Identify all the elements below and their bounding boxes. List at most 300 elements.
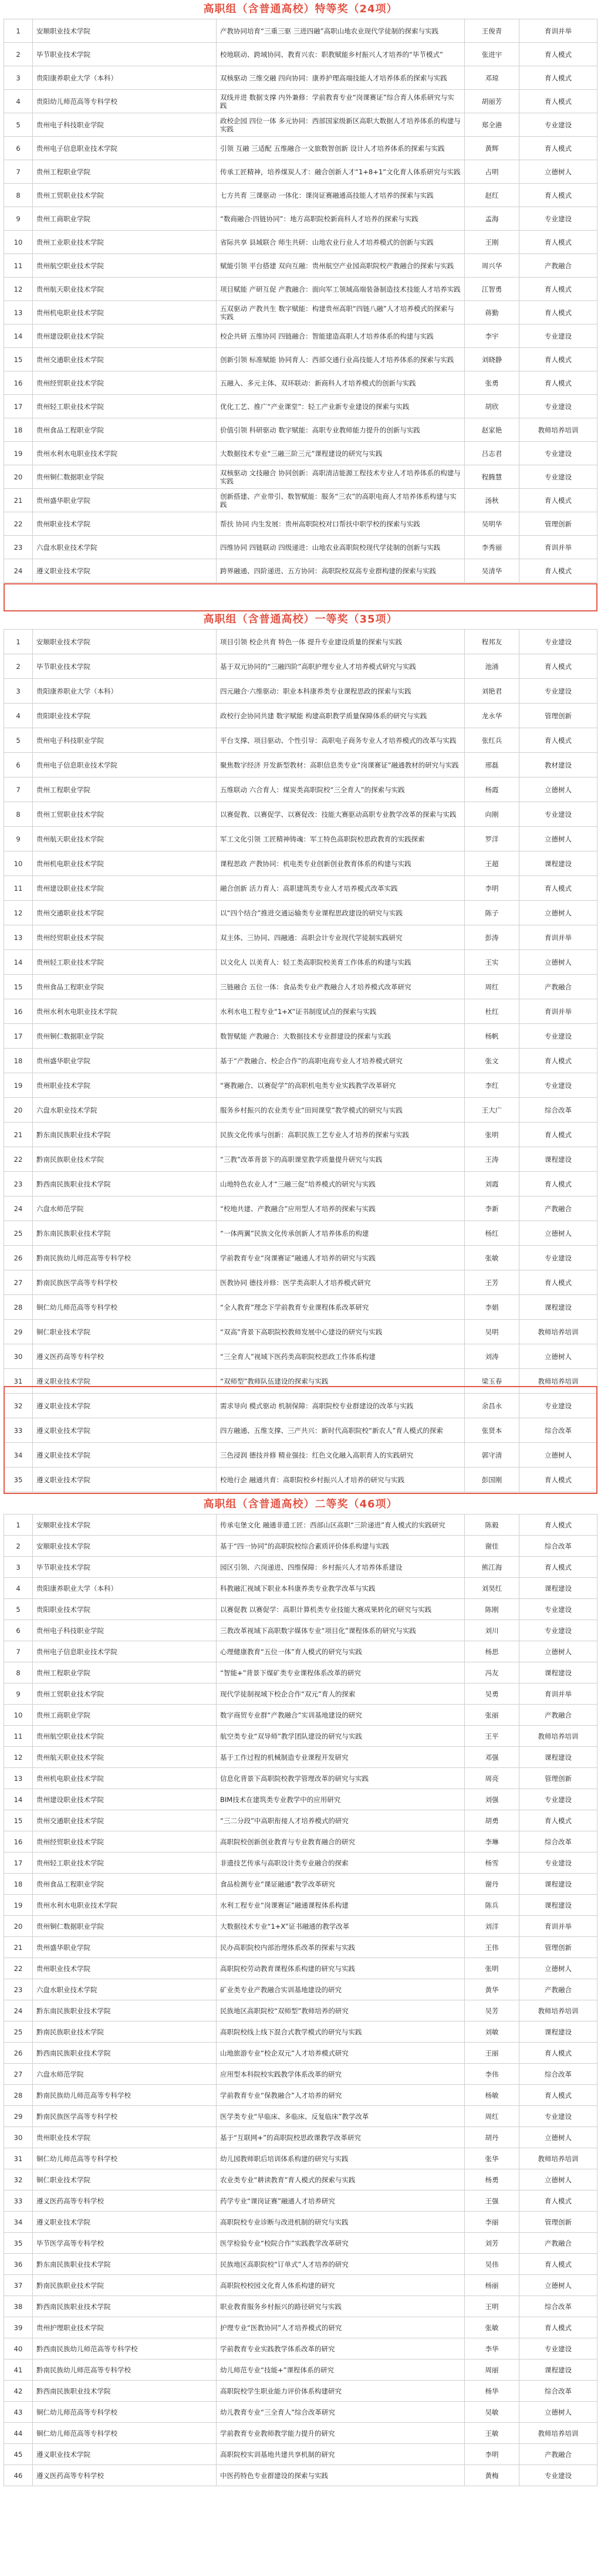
leader-name: 陈兵 <box>465 1895 519 1916</box>
row-index: 18 <box>4 418 33 442</box>
table-row <box>4 2381 597 2402</box>
leader-name: 王实 <box>465 950 519 975</box>
leader-name: 刘涛 <box>465 1344 519 1369</box>
leader-name: 王大广 <box>465 1098 519 1123</box>
table-row <box>4 231 597 254</box>
school-name: 黔南民族职业技术学院 <box>33 2021 217 2043</box>
school-name: 贵州建设职业技术学院 <box>33 876 217 901</box>
table-row <box>4 90 597 113</box>
leader-name: 程腾慧 <box>465 465 519 489</box>
leader-name: 李秀丽 <box>465 536 519 559</box>
category-label: 教师培养培训 <box>519 2000 597 2021</box>
row-index: 1 <box>4 1515 33 1536</box>
leader-name: 江智勇 <box>465 278 519 301</box>
leader-name: 邓强 <box>465 1747 519 1768</box>
category-label: 专业建设 <box>519 2106 597 2127</box>
achievement-title: 政校行企协同共建 数字赋能 构建高职教学质量保障体系的研究与实践 <box>217 704 465 728</box>
leader-name: 王强 <box>465 2190 519 2212</box>
category-label: 课程建设 <box>519 851 597 876</box>
leader-name: 王伟 <box>465 1937 519 1958</box>
school-name: 铜仁职业技术学院 <box>33 2169 217 2190</box>
row-index: 38 <box>4 2296 33 2317</box>
table-row <box>4 901 597 925</box>
table-row <box>4 654 597 679</box>
leader-name: 占明 <box>465 160 519 184</box>
leader-name: 胡丹 <box>465 2127 519 2148</box>
row-index: 5 <box>4 1599 33 1620</box>
leader-name: 王超 <box>465 851 519 876</box>
table-row <box>4 1578 597 1599</box>
school-name: 贵州电子科技职业学院 <box>33 1620 217 1641</box>
table-row <box>4 2190 597 2212</box>
row-index: 34 <box>4 2212 33 2233</box>
school-name: 六盘水职业技术学院 <box>33 536 217 559</box>
school-name: 安顺职业技术学院 <box>33 1536 217 1557</box>
school-name: 六盘水职业技术学院 <box>33 1979 217 2000</box>
school-name: 黔南民族幼儿师范高等专科学校 <box>33 2085 217 2106</box>
achievement-title: 护理专业“医教协同”人才培养模式的研究 <box>217 2317 465 2338</box>
achievement-title: 高职院校学生职业能力评价体系构建研究 <box>217 2381 465 2402</box>
category-label: 课程建设 <box>519 2359 597 2381</box>
table-row <box>4 395 597 418</box>
school-name: 贵州建设职业技术学院 <box>33 1789 217 1810</box>
achievement-title: 航空类专业“双导师”教学团队建设的研究与实践 <box>217 1726 465 1747</box>
category-label: 产教融合 <box>519 2444 597 2465</box>
school-name: 贵州经贸职业技术学院 <box>33 371 217 395</box>
category-label: 育人模式 <box>519 489 597 512</box>
row-index: 4 <box>4 704 33 728</box>
school-name: 六盘水师范学院 <box>33 1196 217 1221</box>
category-label: 育训并举 <box>519 925 597 950</box>
row-index: 3 <box>4 1557 33 1578</box>
table-row <box>4 2085 597 2106</box>
row-index: 2 <box>4 43 33 66</box>
leader-name: 刘敏 <box>465 2021 519 2043</box>
category-label: 专业建设 <box>519 1789 597 1810</box>
category-label: 课程建设 <box>519 1874 597 1895</box>
table-row <box>4 278 597 301</box>
category-label: 教师培养培训 <box>519 2423 597 2444</box>
school-name: 贵州水利水电职业技术学院 <box>33 442 217 465</box>
school-name: 贵州机电职业技术学院 <box>33 301 217 324</box>
school-name: 贵州铜仁数据职业学院 <box>33 1916 217 1937</box>
leader-name: 王平 <box>465 1726 519 1747</box>
leader-name: 张明 <box>465 1123 519 1147</box>
leader-name: 吴清华 <box>465 559 519 583</box>
school-name: 贵州机电职业技术学院 <box>33 1768 217 1789</box>
leader-name: 胡勇 <box>465 1810 519 1831</box>
table-row <box>4 704 597 728</box>
school-name: 贵州电子信息职业技术学院 <box>33 753 217 777</box>
row-index: 8 <box>4 802 33 827</box>
table-row <box>4 1344 597 1369</box>
table-row <box>4 442 597 465</box>
category-label: 立德树人 <box>519 2169 597 2190</box>
row-index: 31 <box>4 2148 33 2169</box>
category-label: 专业建设 <box>519 442 597 465</box>
achievement-title: 高职院校校园文化育人体系构建的研究 <box>217 2275 465 2296</box>
category-label: 专业建设 <box>519 1852 597 1874</box>
row-index: 41 <box>4 2359 33 2381</box>
category-label: 育人模式 <box>519 728 597 753</box>
leader-name: 蒋勤 <box>465 301 519 324</box>
table-row <box>4 66 597 90</box>
table-row <box>4 2317 597 2338</box>
table-row <box>4 1123 597 1147</box>
category-label: 育人模式 <box>519 1557 597 1578</box>
row-index: 11 <box>4 1726 33 1747</box>
leader-name: 李明 <box>465 876 519 901</box>
achievement-title: 水利水电工程专业“1+X”证书制度试点的探索与实践 <box>217 999 465 1024</box>
row-index: 12 <box>4 1747 33 1768</box>
school-name: 贵州盛华职业学院 <box>33 1049 217 1073</box>
category-label: 管理创新 <box>519 512 597 536</box>
school-name: 黔西南民族幼儿师范高等专科学校 <box>33 2338 217 2359</box>
achievement-title: 药学专业“课岗证赛”融通人才培养研究 <box>217 2190 465 2212</box>
category-label: 专业建设 <box>519 113 597 137</box>
row-index: 15 <box>4 1810 33 1831</box>
achievement-title: 大数据技术专业“1+X”证书融通的教学改革 <box>217 1916 465 1937</box>
achievement-title: 以赛促教、以赛促学、以赛促改：技能大赛驱动高职专业教学改革的探索与实践 <box>217 802 465 827</box>
row-index: 28 <box>4 2085 33 2106</box>
school-name: 铜仁幼儿师范高等专科学校 <box>33 2423 217 2444</box>
row-index: 23 <box>4 1979 33 2000</box>
category-label: 立德树人 <box>519 160 597 184</box>
category-label: 立德树人 <box>519 950 597 975</box>
award-table <box>4 1514 597 2486</box>
achievement-title: 三色浸润 德技并修 精业强技：红色文化融入高职育人的实践研究 <box>217 1443 465 1468</box>
achievement-title: 平台支撑、项目驱动、个性引导：高职电子商务专业人才培养模式的改革与实践 <box>217 728 465 753</box>
achievement-title: 课程思政 产教协同：机电类专业创新创业教育体系的构建与实践 <box>217 851 465 876</box>
school-name: 遵义职业技术学院 <box>33 2212 217 2233</box>
row-index: 26 <box>4 2043 33 2064</box>
row-index: 13 <box>4 1768 33 1789</box>
achievement-title: 七方共育 三课驱动 一体化：课岗证赛融通高技能人才培养的探索与实践 <box>217 184 465 207</box>
table-row <box>4 925 597 950</box>
table-row <box>4 2444 597 2465</box>
row-index: 24 <box>4 1196 33 1221</box>
achievement-title: 医学检验专业“校院合作”实践教学改革研究 <box>217 2233 465 2254</box>
leader-name: 张贤本 <box>465 1418 519 1443</box>
achievement-title: 职业教育服务乡村振兴的路径研究与实践 <box>217 2296 465 2317</box>
table-row <box>4 2338 597 2359</box>
row-index: 29 <box>4 1320 33 1344</box>
school-name: 贵州工程职业学院 <box>33 777 217 802</box>
school-name: 贵州铜仁数据职业学院 <box>33 465 217 489</box>
table-row <box>4 728 597 753</box>
school-name: 贵阳职业技术学院 <box>33 1599 217 1620</box>
category-label: 课程建设 <box>519 1895 597 1916</box>
school-name: 贵州工程职业学院 <box>33 160 217 184</box>
table-row <box>4 207 597 231</box>
school-name: 贵州水利水电职业技术学院 <box>33 1895 217 1916</box>
leader-name: 刘芳 <box>465 2233 519 2254</box>
category-label: 育人模式 <box>519 66 597 90</box>
achievement-title: 引领 互融 三适配 五维融合一文旅数智创新 设计人才培养体系的探索与实践 <box>217 137 465 160</box>
achievement-title: 双核驱动 三维交融 四向协同：康养护理高端技能人才培养体系的探索与实践 <box>217 66 465 90</box>
achievement-title: 创新搭建、产业带引、数智赋能：服务“三农”的高职电商人才培养体系构建与实践 <box>217 489 465 512</box>
achievement-title: 幼儿园教师职后培训体系构建的研究与实践 <box>217 2148 465 2169</box>
achievement-title: 四方融通、五维支撑、三产共兴：新时代高职院校“新农人”育人模式的探索 <box>217 1418 465 1443</box>
table-row <box>4 1515 597 1536</box>
row-index: 4 <box>4 1578 33 1599</box>
row-index: 27 <box>4 2064 33 2085</box>
achievement-title: 食品检测专业“课证融通”教学改革研究 <box>217 1874 465 1895</box>
table-row <box>4 418 597 442</box>
table-row <box>4 512 597 536</box>
row-index: 26 <box>4 1246 33 1270</box>
achievement-title: 项目引领 校企共育 特色一体 提升专业建设质量的探索与实践 <box>217 630 465 654</box>
leader-name: 孟海 <box>465 207 519 231</box>
row-index: 46 <box>4 2465 33 2486</box>
row-index: 18 <box>4 1049 33 1073</box>
table-row <box>4 2275 597 2296</box>
school-name: 遵义职业技术学院 <box>33 2444 217 2465</box>
achievement-title: 需求导向 模式驱动 机制保障：高职院校专业群建设的改革与实践 <box>217 1394 465 1418</box>
category-label: 教师培养培训 <box>519 1320 597 1344</box>
leader-name: 谢佳 <box>465 1536 519 1557</box>
category-label: 立德树人 <box>519 2127 597 2148</box>
row-index: 32 <box>4 2169 33 2190</box>
table-row <box>4 827 597 851</box>
school-name: 黔东南民族职业技术学院 <box>33 2000 217 2021</box>
school-name: 贵州机电职业技术学院 <box>33 851 217 876</box>
achievement-title: 传承屯堡文化 融通非遗工匠：西部山区高职“三阶递进”育人模式的实践研究 <box>217 1515 465 1536</box>
achievement-title: 科教融汇视域下职业本科康养类专业教学改革与实践 <box>217 1578 465 1599</box>
table-row <box>4 2169 597 2190</box>
school-name: 铜仁幼儿师范高等专科学校 <box>33 1295 217 1320</box>
table-row <box>4 254 597 278</box>
row-index: 33 <box>4 2190 33 2212</box>
leader-name: 郭守清 <box>465 1443 519 1468</box>
table-row <box>4 1958 597 1979</box>
table-row <box>4 465 597 489</box>
category-label: 综合改革 <box>519 2381 597 2402</box>
table-row <box>4 2021 597 2043</box>
category-label: 育人模式 <box>519 348 597 371</box>
category-label: 管理创新 <box>519 1937 597 1958</box>
category-label: 育训并举 <box>519 536 597 559</box>
school-name: 贵阳幼儿师范高等专科学校 <box>33 90 217 113</box>
category-label: 育人模式 <box>519 2190 597 2212</box>
leader-name: 杜红 <box>465 999 519 1024</box>
table-row <box>4 371 597 395</box>
school-name: 贵州职业技术学院 <box>33 1073 217 1098</box>
row-index: 27 <box>4 1270 33 1295</box>
table-row <box>4 777 597 802</box>
category-label: 立德树人 <box>519 1443 597 1468</box>
leader-name: 周红 <box>465 2106 519 2127</box>
school-name: 贵州航天职业技术学院 <box>33 1747 217 1768</box>
table-row <box>4 1098 597 1123</box>
school-name: 贵州工商职业学院 <box>33 1705 217 1726</box>
category-label: 专业建设 <box>519 2338 597 2359</box>
row-index: 44 <box>4 2423 33 2444</box>
school-name: 贵州工贸职业技术学院 <box>33 184 217 207</box>
row-index: 12 <box>4 901 33 925</box>
achievement-title: 传承工匠精神，培养煤炭人才：融合创新人才“1+8+1”文化育人体系研究与实践 <box>217 160 465 184</box>
row-index: 24 <box>4 559 33 583</box>
leader-name: 黄华 <box>465 1979 519 2000</box>
leader-name: 熊江海 <box>465 1557 519 1578</box>
achievement-title: 基于“互联网+”的高职院校思政课教学改革研究 <box>217 2127 465 2148</box>
category-label: 育人模式 <box>519 137 597 160</box>
table-row <box>4 43 597 66</box>
school-name: 贵州建设职业技术学院 <box>33 324 217 348</box>
school-name: 遵义职业技术学院 <box>33 1468 217 1492</box>
table-row <box>4 2064 597 2085</box>
achievement-title: 数字商贸专业群“产教融合”实训基地建设的研究 <box>217 1705 465 1726</box>
row-index: 17 <box>4 1852 33 1874</box>
row-index: 30 <box>4 1344 33 1369</box>
row-index: 20 <box>4 1098 33 1123</box>
row-index: 15 <box>4 975 33 999</box>
leader-name: 张敏 <box>465 1246 519 1270</box>
school-name: 贵州经贸职业技术学院 <box>33 1831 217 1852</box>
row-index: 1 <box>4 630 33 654</box>
category-label: 育人模式 <box>519 1049 597 1073</box>
table-row <box>4 1705 597 1726</box>
school-name: 遵义医药高等专科学校 <box>33 1344 217 1369</box>
achievement-title: 校企共研 五维协同 四链融合：智能建造高职人才培养体系的构建与实践 <box>217 324 465 348</box>
row-index: 45 <box>4 2444 33 2465</box>
leader-name: 张敏 <box>465 2317 519 2338</box>
achievement-title: “全人教育”理念下学前教育专业课程体系改革研究 <box>217 1295 465 1320</box>
school-name: 贵州工商职业学院 <box>33 207 217 231</box>
table-row <box>4 536 597 559</box>
row-index: 11 <box>4 254 33 278</box>
row-index: 5 <box>4 113 33 137</box>
category-label: 教材建设 <box>519 753 597 777</box>
category-label: 专业建设 <box>519 802 597 827</box>
school-name: 铜仁职业技术学院 <box>33 1320 217 1344</box>
leader-name: 杨霞 <box>465 777 519 802</box>
row-index: 32 <box>4 1394 33 1418</box>
achievement-title: 三链融合 五位一体：食品类专业产教融合人才培养模式改革研究 <box>217 975 465 999</box>
achievement-title: 四元融合·六维驱动：职业本科康养类专业课程思政的探索与实践 <box>217 679 465 704</box>
achievement-title: 幼儿师范专业“技能+”课程体系的研究 <box>217 2359 465 2381</box>
leader-name: 杨雪 <box>465 1852 519 1874</box>
school-name: 贵州航空职业技术学院 <box>33 254 217 278</box>
school-name: 贵州航空职业技术学院 <box>33 1726 217 1747</box>
school-name: 贵州电子科技职业学院 <box>33 113 217 137</box>
achievement-title: 学前教育专业“保教融合”人才培养的研究 <box>217 2085 465 2106</box>
leader-name: 李红 <box>465 1073 519 1098</box>
school-name: 毕节职业技术学院 <box>33 43 217 66</box>
achievement-title: 高职院校创新创业教育与专业教育融合的研究 <box>217 1831 465 1852</box>
achievement-title: 基于工作过程的机械制造专业课程开发研究 <box>217 1747 465 1768</box>
table-row <box>4 1196 597 1221</box>
school-name: 安顺职业技术学院 <box>33 630 217 654</box>
achievement-title: “三全育人”视域下医药类高职院校思政工作体系构建 <box>217 1344 465 1369</box>
row-index: 9 <box>4 207 33 231</box>
achievement-title: 现代学徒制视域下校企合作“双元”育人的探索 <box>217 1683 465 1705</box>
achievement-title: 四维协同 四链联动 四级递进：山地农业高职院校现代学徒制的创新与实践 <box>217 536 465 559</box>
category-label: 管理创新 <box>519 704 597 728</box>
school-name: 毕节职业技术学院 <box>33 1557 217 1578</box>
school-name: 黔南民族职业技术学院 <box>33 1147 217 1172</box>
row-index: 9 <box>4 1683 33 1705</box>
category-label: 育人模式 <box>519 278 597 301</box>
achievement-title: 心理健康教育“五位一体”育人模式的研究与实践 <box>217 1641 465 1662</box>
table-row <box>4 950 597 975</box>
table-row <box>4 2127 597 2148</box>
school-name: 毕节职业技术学院 <box>33 654 217 679</box>
school-name: 黔西南民族职业技术学院 <box>33 2296 217 2317</box>
category-label: 立德树人 <box>519 1641 597 1662</box>
leader-name: 池涌 <box>465 654 519 679</box>
school-name: 贵州工贸职业技术学院 <box>33 1683 217 1705</box>
row-index: 36 <box>4 2254 33 2275</box>
leader-name: 刘昊红 <box>465 1578 519 1599</box>
achievement-title: 聚焦数字经济 开发新型教材：高职信息类专业“岗课赛证”融通教材的研究与实践 <box>217 753 465 777</box>
achievement-title: 政校企园 四位一体 多元协同：西部国家级新区高职大数据人才培养体系的构建与实践 <box>217 113 465 137</box>
category-label: 育人模式 <box>519 1123 597 1147</box>
category-label: 教师培养培训 <box>519 418 597 442</box>
category-label: 教师培养培训 <box>519 1726 597 1747</box>
table-row <box>4 1641 597 1662</box>
leader-name: 王俊青 <box>465 19 519 43</box>
category-label: 专业建设 <box>519 630 597 654</box>
school-name: 遵义医药高等专科学校 <box>33 2465 217 2486</box>
row-index: 29 <box>4 2106 33 2127</box>
school-name: 贵州水利水电职业技术学院 <box>33 999 217 1024</box>
category-label: 育人模式 <box>519 2043 597 2064</box>
award-table <box>4 19 597 583</box>
table-row <box>4 1768 597 1789</box>
row-index: 23 <box>4 1172 33 1196</box>
row-index: 23 <box>4 536 33 559</box>
leader-name: 周丽 <box>465 2359 519 2381</box>
table-row <box>4 160 597 184</box>
achievement-title: 五维联动 六合育人：煤炭类高职院校“三全育人”的探索与实践 <box>217 777 465 802</box>
achievement-title: 帮扶 协同 内生发展：贵州高职院校对口帮扶中职学校的探索与实践 <box>217 512 465 536</box>
school-name: 黔西南民族职业技术学院 <box>33 2043 217 2064</box>
school-name: 六盘水职业技术学院 <box>33 1098 217 1123</box>
row-index: 22 <box>4 1958 33 1979</box>
achievement-title: 基于双元协同的“三融四阶”高职护理专业人才培养模式研究与实践 <box>217 654 465 679</box>
leader-name: 李琳 <box>465 1831 519 1852</box>
achievement-title: 民族地区高职院校“双师型”教师培养的研究 <box>217 2000 465 2021</box>
row-index: 39 <box>4 2317 33 2338</box>
table-row <box>4 1024 597 1049</box>
table-row <box>4 2212 597 2233</box>
category-label: 育人模式 <box>519 231 597 254</box>
school-name: 毕节医学高等专科学校 <box>33 2233 217 2254</box>
category-label: 课程建设 <box>519 1747 597 1768</box>
leader-name: 王明 <box>465 2296 519 2317</box>
table-row <box>4 1979 597 2000</box>
row-index: 2 <box>4 654 33 679</box>
table-row <box>4 2233 597 2254</box>
leader-name: 谢丹 <box>465 1874 519 1895</box>
achievement-title: 三教改革视域下高职数字媒体专业“项目化”课程体系的研究与实践 <box>217 1620 465 1641</box>
leader-name: 吴明华 <box>465 512 519 536</box>
row-index: 3 <box>4 679 33 704</box>
achievement-title: 双核驱动 文技融合 协同创新：高职清洁能源工程技术专业人才培养体系的构建与实践 <box>217 465 465 489</box>
achievement-title: 园区引领、六岗递进、四维保障：乡村振兴人才培养体系建设 <box>217 1557 465 1578</box>
table-row <box>4 1246 597 1270</box>
school-name: 贵州工业职业技术学院 <box>33 231 217 254</box>
leader-name: 罗洋 <box>465 827 519 851</box>
table-row <box>4 876 597 901</box>
achievement-title: BIM技术在建筑类专业教学中的应用研究 <box>217 1789 465 1810</box>
row-index: 14 <box>4 950 33 975</box>
achievement-title: 双主体、三协同、四融通：高职会计专业现代学徒制实践研究 <box>217 925 465 950</box>
category-label: 立德树人 <box>519 827 597 851</box>
table-row <box>4 802 597 827</box>
achievement-title: 民办高职院校内部治理体系改革的探索与实践 <box>217 1937 465 1958</box>
